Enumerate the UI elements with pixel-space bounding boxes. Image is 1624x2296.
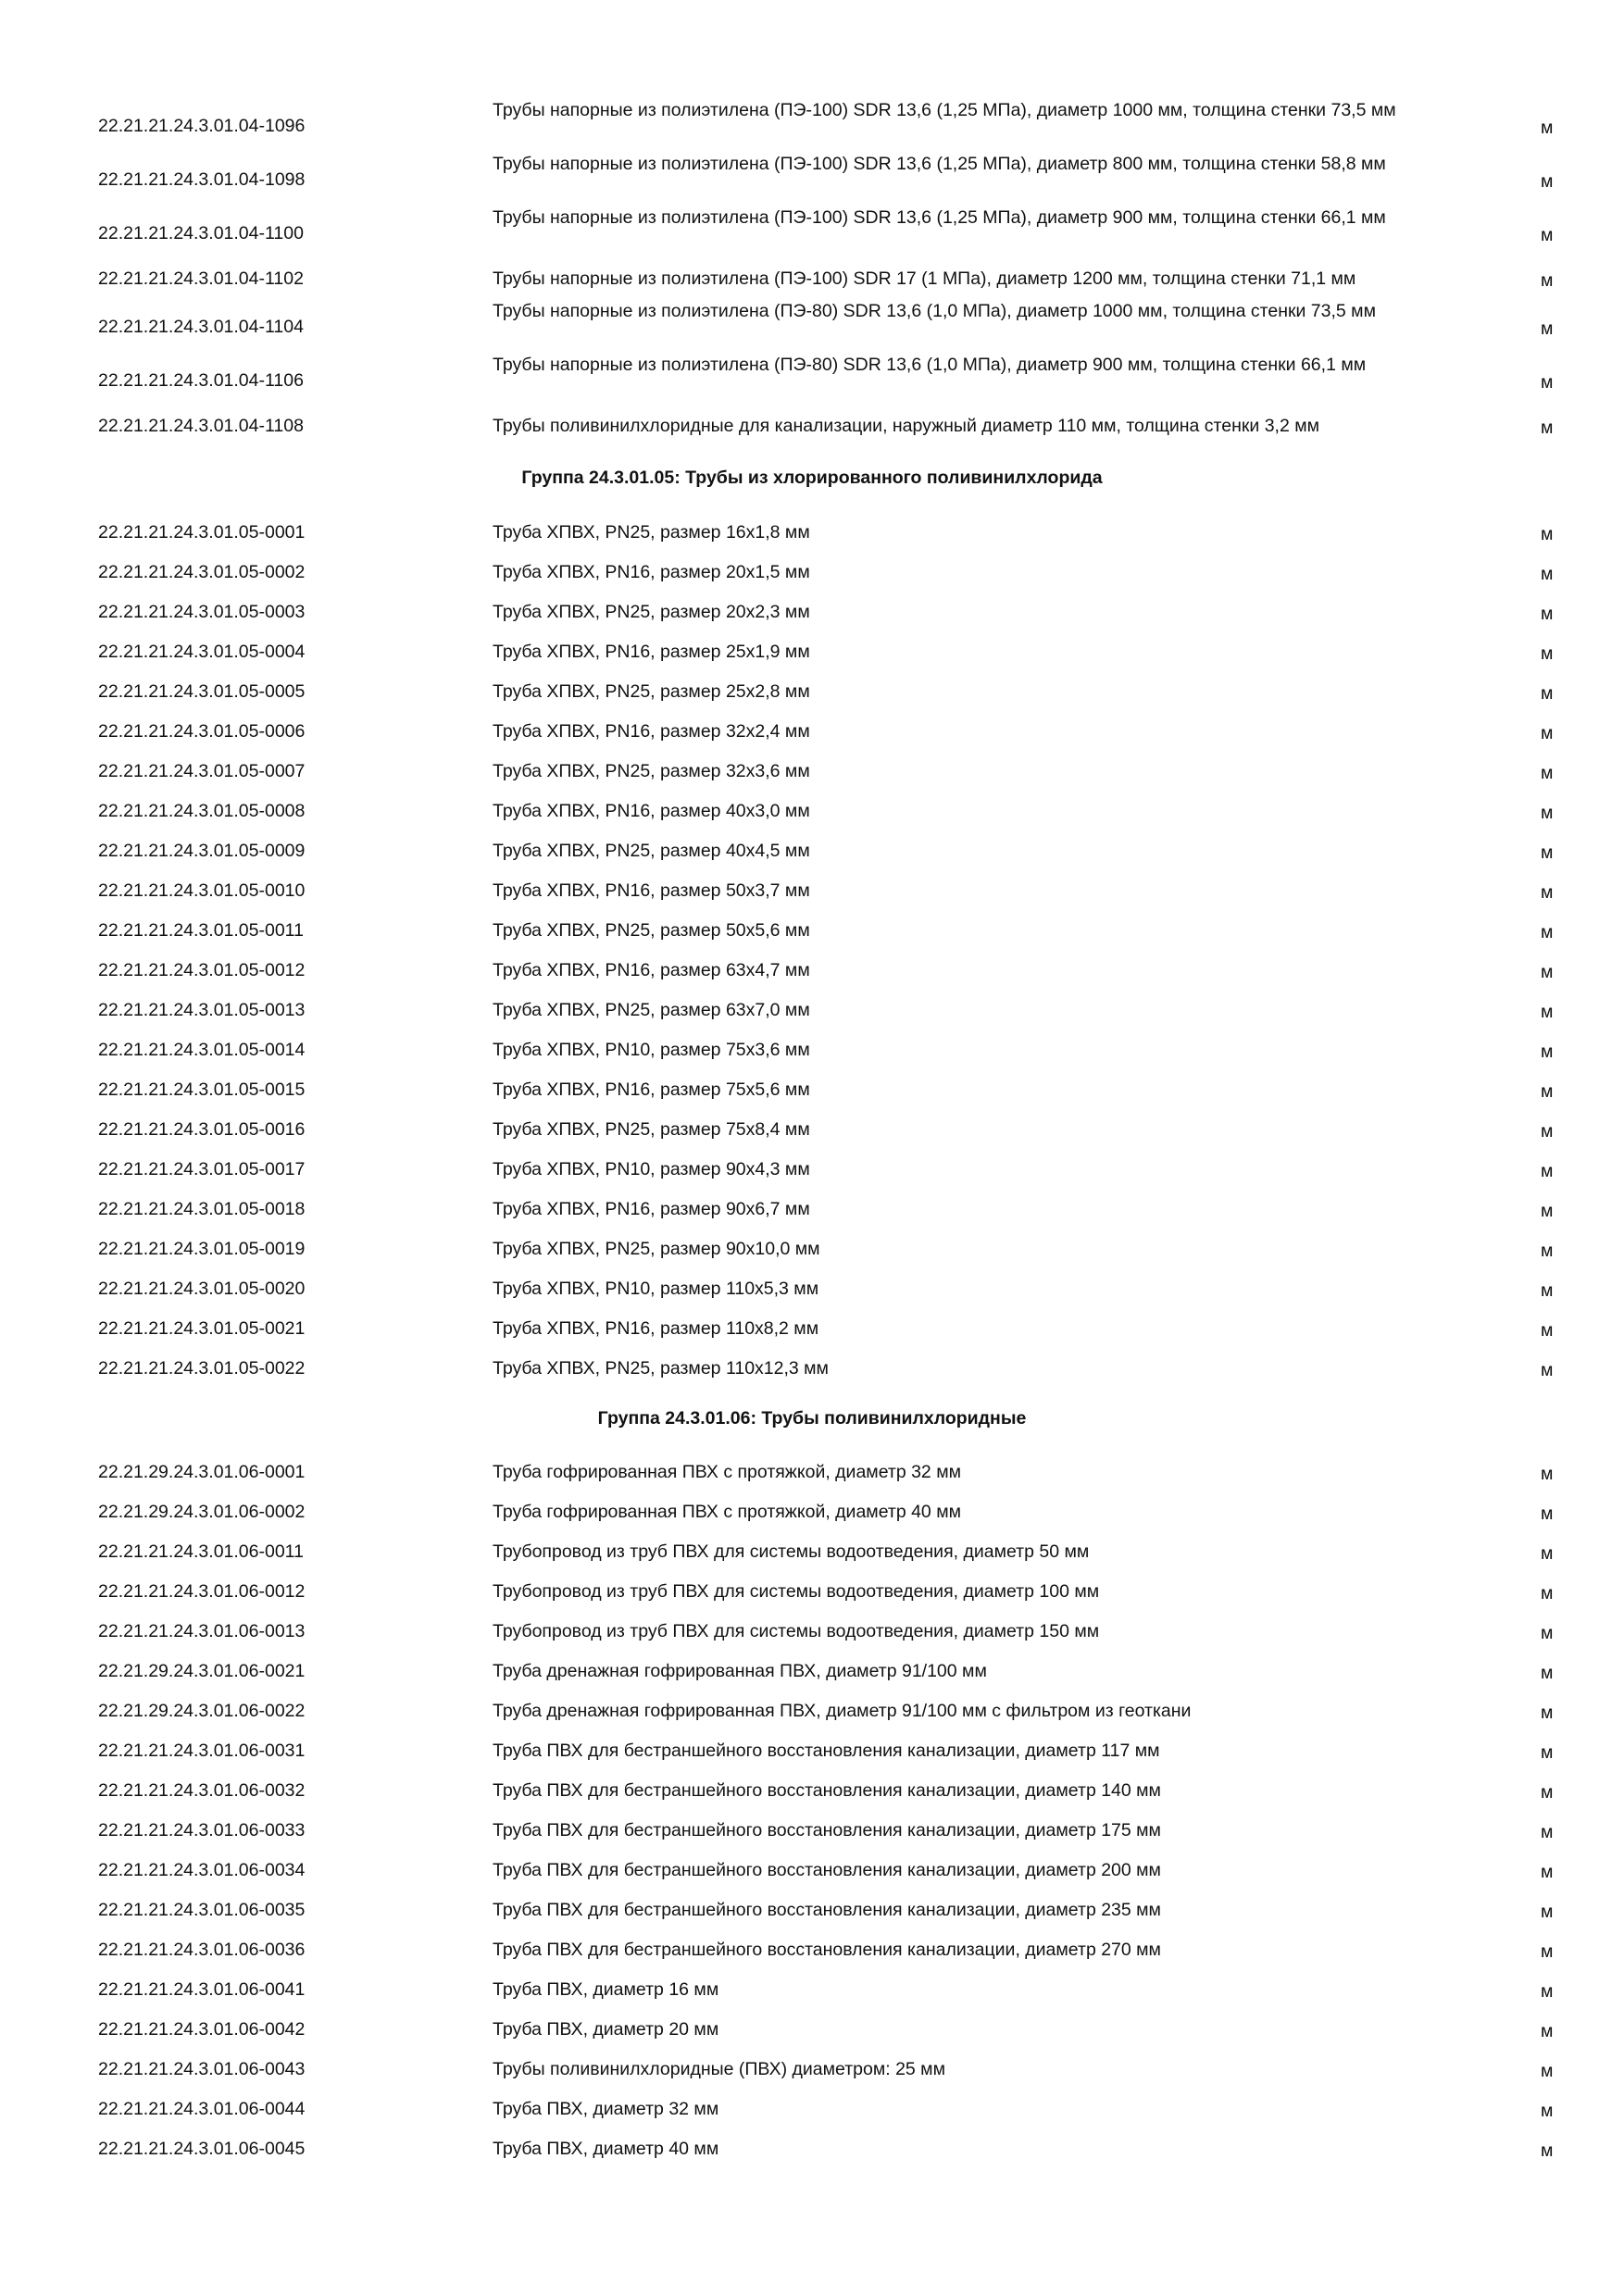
row-code: 22.21.21.24.3.01.05-0020 [98, 1279, 306, 1299]
table-row [0, 299, 1624, 353]
row-description: Труба ПВХ для бестраншейного восстановления канализации, диаметр 270 мм [493, 1940, 1161, 1960]
row-code: 22.21.21.24.3.01.05-0017 [98, 1159, 306, 1179]
row-unit: м [1541, 1782, 1554, 1803]
row-code: 22.21.21.24.3.01.05-0005 [98, 681, 306, 702]
table-row [0, 1229, 1624, 1269]
row-unit: м [1541, 842, 1554, 863]
section-group-04 [0, 98, 1624, 446]
row-code: 22.21.21.24.3.01.06-0032 [98, 1780, 306, 1801]
table-row [0, 1309, 1624, 1349]
row-description: Трубы напорные из полиэтилена (ПЭ-100) SDR 13,6 (1,25 МПа), диаметр 1000 мм, толщина стенки 73,5 мм [493, 100, 1396, 120]
row-description: Труба дренажная гофрированная ПВХ, диаметр 91/100 мм с фильтром из геоткани [493, 1701, 1192, 1721]
row-unit: м [1541, 1583, 1554, 1603]
row-unit: м [1541, 1703, 1554, 1723]
table-row [0, 951, 1624, 991]
row-unit: м [1541, 643, 1554, 664]
row-description: Труба ХПВХ, PN10, размер 75х3,6 мм [493, 1040, 810, 1060]
row-unit: м [1541, 1320, 1554, 1341]
row-code: 22.21.21.24.3.01.06-0042 [98, 2019, 306, 2040]
row-code: 22.21.21.24.3.01.04-1108 [98, 416, 304, 436]
row-description: Труба ХПВХ, PN25, размер 75х8,4 мм [493, 1119, 810, 1140]
row-description: Трубопровод из труб ПВХ для системы водоотведения, диаметр 100 мм [493, 1581, 1100, 1602]
row-code: 22.21.21.24.3.01.05-0019 [98, 1239, 306, 1259]
row-description: Труба ХПВХ, PN25, размер 40х4,5 мм [493, 841, 810, 861]
row-code: 22.21.21.24.3.01.06-0034 [98, 1860, 306, 1880]
row-description: Труба ПВХ для бестраншейного восстановления канализации, диаметр 200 мм [493, 1860, 1161, 1880]
row-unit: м [1541, 922, 1554, 942]
row-code: 22.21.21.24.3.01.05-0001 [98, 522, 306, 543]
row-description: Труба ХПВХ, PN25, размер 50х5,6 мм [493, 920, 810, 941]
row-code: 22.21.21.24.3.01.06-0031 [98, 1741, 306, 1761]
table-row [0, 871, 1624, 911]
row-description: Труба гофрированная ПВХ с протяжкой, диаметр 32 мм [493, 1462, 962, 1482]
row-unit: м [1541, 1623, 1554, 1643]
table-row [0, 593, 1624, 632]
row-code: 22.21.21.24.3.01.05-0006 [98, 721, 306, 742]
row-code: 22.21.21.24.3.01.05-0021 [98, 1318, 306, 1339]
row-unit: м [1541, 564, 1554, 584]
row-unit: м [1541, 318, 1554, 339]
table-row [0, 911, 1624, 951]
table-row [0, 1771, 1624, 1811]
table-row [0, 353, 1624, 406]
table-row [0, 152, 1624, 206]
row-code: 22.21.21.24.3.01.04-1104 [98, 317, 304, 337]
section-group-05 [0, 513, 1624, 1389]
table-row [0, 632, 1624, 672]
row-unit: м [1541, 1543, 1554, 1564]
table-row [0, 1453, 1624, 1492]
table-row [0, 2090, 1624, 2129]
row-code: 22.21.21.24.3.01.05-0018 [98, 1199, 306, 1219]
row-code: 22.21.21.24.3.01.05-0008 [98, 801, 306, 821]
table-row [0, 1851, 1624, 1890]
rows-group-04 [0, 98, 1624, 446]
row-unit: м [1541, 1121, 1554, 1142]
row-unit: м [1541, 723, 1554, 743]
row-description: Трубопровод из труб ПВХ для системы водоотведения, диаметр 150 мм [493, 1621, 1100, 1641]
row-unit: м [1541, 882, 1554, 903]
row-unit: м [1541, 270, 1554, 291]
row-code: 22.21.29.24.3.01.06-0002 [98, 1502, 306, 1522]
group-title-05: Группа 24.3.01.05: Трубы из хлорированного поливинилхлорида [521, 468, 1103, 488]
row-code: 22.21.21.24.3.01.05-0007 [98, 761, 306, 781]
table-row [0, 2129, 1624, 2169]
row-code: 22.21.21.24.3.01.05-0014 [98, 1040, 306, 1060]
row-unit: м [1541, 1822, 1554, 1842]
row-description: Труба ХПВХ, PN16, размер 75х5,6 мм [493, 1079, 810, 1100]
row-code: 22.21.21.24.3.01.06-0035 [98, 1900, 306, 1920]
table-row [0, 1532, 1624, 1572]
row-unit: м [1541, 225, 1554, 245]
row-description: Труба дренажная гофрированная ПВХ, диаметр 91/100 мм [493, 1661, 987, 1681]
row-unit: м [1541, 1941, 1554, 1962]
row-description: Труба ХПВХ, PN25, размер 90х10,0 мм [493, 1239, 820, 1259]
table-row [0, 513, 1624, 553]
row-unit: м [1541, 1201, 1554, 1221]
row-code: 22.21.21.24.3.01.05-0003 [98, 602, 306, 622]
row-description: Труба ХПВХ, PN25, размер 16х1,8 мм [493, 522, 810, 543]
row-code: 22.21.21.24.3.01.05-0015 [98, 1079, 306, 1100]
table-row [0, 406, 1624, 446]
table-row [0, 1492, 1624, 1532]
row-code: 22.21.21.24.3.01.06-0041 [98, 1979, 306, 2000]
row-code: 22.21.21.24.3.01.05-0012 [98, 960, 306, 980]
table-row [0, 1349, 1624, 1389]
row-description: Трубы поливинилхлоридные (ПВХ) диаметром: 25 мм [493, 2059, 945, 2079]
group-title-06: Группа 24.3.01.06: Трубы поливинилхлоридные [597, 1408, 1027, 1429]
table-row [0, 752, 1624, 792]
table-row [0, 259, 1624, 299]
row-code: 22.21.29.24.3.01.06-0022 [98, 1701, 306, 1721]
row-code: 22.21.29.24.3.01.06-0021 [98, 1661, 306, 1681]
row-description: Трубы поливинилхлоридные для канализации, наружный диаметр 110 мм, толщина стенки 3,2 мм [493, 416, 1320, 436]
table-row [0, 1691, 1624, 1731]
table-row [0, 206, 1624, 259]
row-code: 22.21.21.24.3.01.05-0013 [98, 1000, 306, 1020]
table-row [0, 1731, 1624, 1771]
rows-group-06 [0, 1453, 1624, 2169]
row-unit: м [1541, 118, 1554, 138]
row-description: Труба ХПВХ, PN16, размер 63х4,7 мм [493, 960, 810, 980]
table-row [0, 1269, 1624, 1309]
row-unit: м [1541, 418, 1554, 438]
row-code: 22.21.21.24.3.01.04-1096 [98, 116, 306, 136]
row-unit: м [1541, 683, 1554, 704]
row-code: 22.21.21.24.3.01.04-1102 [98, 268, 304, 289]
row-description: Труба ХПВХ, PN16, размер 50х3,7 мм [493, 880, 810, 901]
row-unit: м [1541, 1081, 1554, 1102]
row-description: Труба ПВХ, диаметр 40 мм [493, 2139, 719, 2159]
row-description: Трубы напорные из полиэтилена (ПЭ-100) SDR 13,6 (1,25 МПа), диаметр 900 мм, толщина стенки 66,1 мм [493, 207, 1386, 228]
row-code: 22.21.21.24.3.01.06-0011 [98, 1541, 304, 1562]
row-description: Труба ПВХ, диаметр 16 мм [493, 1979, 719, 2000]
row-description: Труба ХПВХ, PN10, размер 90х4,3 мм [493, 1159, 810, 1179]
row-code: 22.21.21.24.3.01.05-0016 [98, 1119, 306, 1140]
row-description: Трубы напорные из полиэтилена (ПЭ-100) SDR 17 (1 МПа), диаметр 1200 мм, толщина стенки 71,1 мм [493, 268, 1356, 289]
table-row [0, 98, 1624, 152]
table-row [0, 2010, 1624, 2050]
row-unit: м [1541, 1981, 1554, 2002]
table-row [0, 1612, 1624, 1652]
row-unit: м [1541, 803, 1554, 823]
table-row [0, 1652, 1624, 1691]
table-row [0, 1190, 1624, 1229]
row-unit: м [1541, 962, 1554, 982]
row-description: Труба ХПВХ, PN25, размер 63х7,0 мм [493, 1000, 810, 1020]
row-unit: м [1541, 1042, 1554, 1062]
table-row [0, 991, 1624, 1030]
table-row [0, 1110, 1624, 1150]
rows-group-05 [0, 513, 1624, 1389]
row-unit: м [1541, 1902, 1554, 1922]
row-code: 22.21.21.24.3.01.06-0013 [98, 1621, 306, 1641]
row-code: 22.21.21.24.3.01.05-0011 [98, 920, 304, 941]
table-row [0, 1572, 1624, 1612]
row-description: Труба ХПВХ, PN25, размер 32х3,6 мм [493, 761, 810, 781]
row-description: Труба ПВХ для бестраншейного восстановления канализации, диаметр 117 мм [493, 1741, 1160, 1761]
table-row [0, 712, 1624, 752]
row-unit: м [1541, 2101, 1554, 2121]
table-row [0, 1890, 1624, 1930]
row-unit: м [1541, 171, 1554, 192]
row-unit: м [1541, 763, 1554, 783]
row-description: Труба ХПВХ, PN16, размер 32х2,4 мм [493, 721, 810, 742]
row-unit: м [1541, 1742, 1554, 1763]
table-row [0, 1150, 1624, 1190]
row-unit: м [1541, 1161, 1554, 1181]
row-code: 22.21.21.24.3.01.05-0002 [98, 562, 306, 582]
row-description: Трубопровод из труб ПВХ для системы водоотведения, диаметр 50 мм [493, 1541, 1090, 1562]
row-code: 22.21.21.24.3.01.06-0036 [98, 1940, 306, 1960]
row-unit: м [1541, 372, 1554, 393]
table-row [0, 1930, 1624, 1970]
row-code: 22.21.21.24.3.01.04-1098 [98, 169, 306, 190]
row-code: 22.21.21.24.3.01.06-0012 [98, 1581, 306, 1602]
row-description: Труба ХПВХ, PN10, размер 110х5,3 мм [493, 1279, 819, 1299]
row-description: Труба ХПВХ, PN16, размер 90х6,7 мм [493, 1199, 810, 1219]
row-unit: м [1541, 1663, 1554, 1683]
row-code: 22.21.21.24.3.01.05-0010 [98, 880, 306, 901]
row-description: Труба гофрированная ПВХ с протяжкой, диаметр 40 мм [493, 1502, 962, 1522]
table-row [0, 1070, 1624, 1110]
row-unit: м [1541, 1002, 1554, 1022]
row-description: Труба ХПВХ, PN16, размер 40х3,0 мм [493, 801, 810, 821]
row-unit: м [1541, 1504, 1554, 1524]
row-unit: м [1541, 1241, 1554, 1261]
table-row [0, 792, 1624, 831]
row-code: 22.21.21.24.3.01.06-0045 [98, 2139, 306, 2159]
row-description: Труба ХПВХ, PN25, размер 25х2,8 мм [493, 681, 810, 702]
table-row [0, 553, 1624, 593]
row-code: 22.21.21.24.3.01.04-1100 [98, 223, 304, 243]
row-unit: м [1541, 2140, 1554, 2161]
table-row [0, 1811, 1624, 1851]
row-description: Труба ХПВХ, PN25, размер 20х2,3 мм [493, 602, 810, 622]
row-description: Труба ХПВХ, PN25, размер 110х12,3 мм [493, 1358, 829, 1379]
row-unit: м [1541, 2061, 1554, 2081]
row-code: 22.21.21.24.3.01.06-0043 [98, 2059, 306, 2079]
row-description: Трубы напорные из полиэтилена (ПЭ-100) SDR 13,6 (1,25 МПа), диаметр 800 мм, толщина стенки 58,8 мм [493, 154, 1386, 174]
table-row [0, 831, 1624, 871]
row-code: 22.21.21.24.3.01.05-0004 [98, 642, 306, 662]
table-row [0, 672, 1624, 712]
row-description: Труба ХПВХ, PN16, размер 25х1,9 мм [493, 642, 810, 662]
row-description: Труба ХПВХ, PN16, размер 110х8,2 мм [493, 1318, 819, 1339]
table-row [0, 1030, 1624, 1070]
row-unit: м [1541, 1360, 1554, 1380]
row-description: Труба ПВХ, диаметр 32 мм [493, 2099, 719, 2119]
row-description: Трубы напорные из полиэтилена (ПЭ-80) SDR 13,6 (1,0 МПа), диаметр 900 мм, толщина стенки 66,1 мм [493, 355, 1367, 375]
row-code: 22.21.21.24.3.01.06-0033 [98, 1820, 306, 1841]
row-code: 22.21.21.24.3.01.06-0044 [98, 2099, 306, 2119]
row-description: Труба ПВХ для бестраншейного восстановления канализации, диаметр 140 мм [493, 1780, 1161, 1801]
row-unit: м [1541, 1280, 1554, 1301]
row-code: 22.21.29.24.3.01.06-0001 [98, 1462, 306, 1482]
table-row [0, 1970, 1624, 2010]
row-code: 22.21.21.24.3.01.05-0009 [98, 841, 306, 861]
row-unit: м [1541, 524, 1554, 544]
row-unit: м [1541, 2021, 1554, 2041]
section-group-06 [0, 1453, 1624, 2169]
row-description: Труба ПВХ, диаметр 20 мм [493, 2019, 719, 2040]
row-code: 22.21.21.24.3.01.05-0022 [98, 1358, 306, 1379]
table-row [0, 2050, 1624, 2090]
row-unit: м [1541, 604, 1554, 624]
row-description: Труба ПВХ для бестраншейного восстановления канализации, диаметр 175 мм [493, 1820, 1161, 1841]
row-code: 22.21.21.24.3.01.04-1106 [98, 370, 304, 391]
row-description: Труба ПВХ для бестраншейного восстановления канализации, диаметр 235 мм [493, 1900, 1161, 1920]
row-description: Трубы напорные из полиэтилена (ПЭ-80) SDR 13,6 (1,0 МПа), диаметр 1000 мм, толщина стенки 73,5 мм [493, 301, 1376, 321]
row-unit: м [1541, 1862, 1554, 1882]
row-unit: м [1541, 1464, 1554, 1484]
row-description: Труба ХПВХ, PN16, размер 20х1,5 мм [493, 562, 810, 582]
